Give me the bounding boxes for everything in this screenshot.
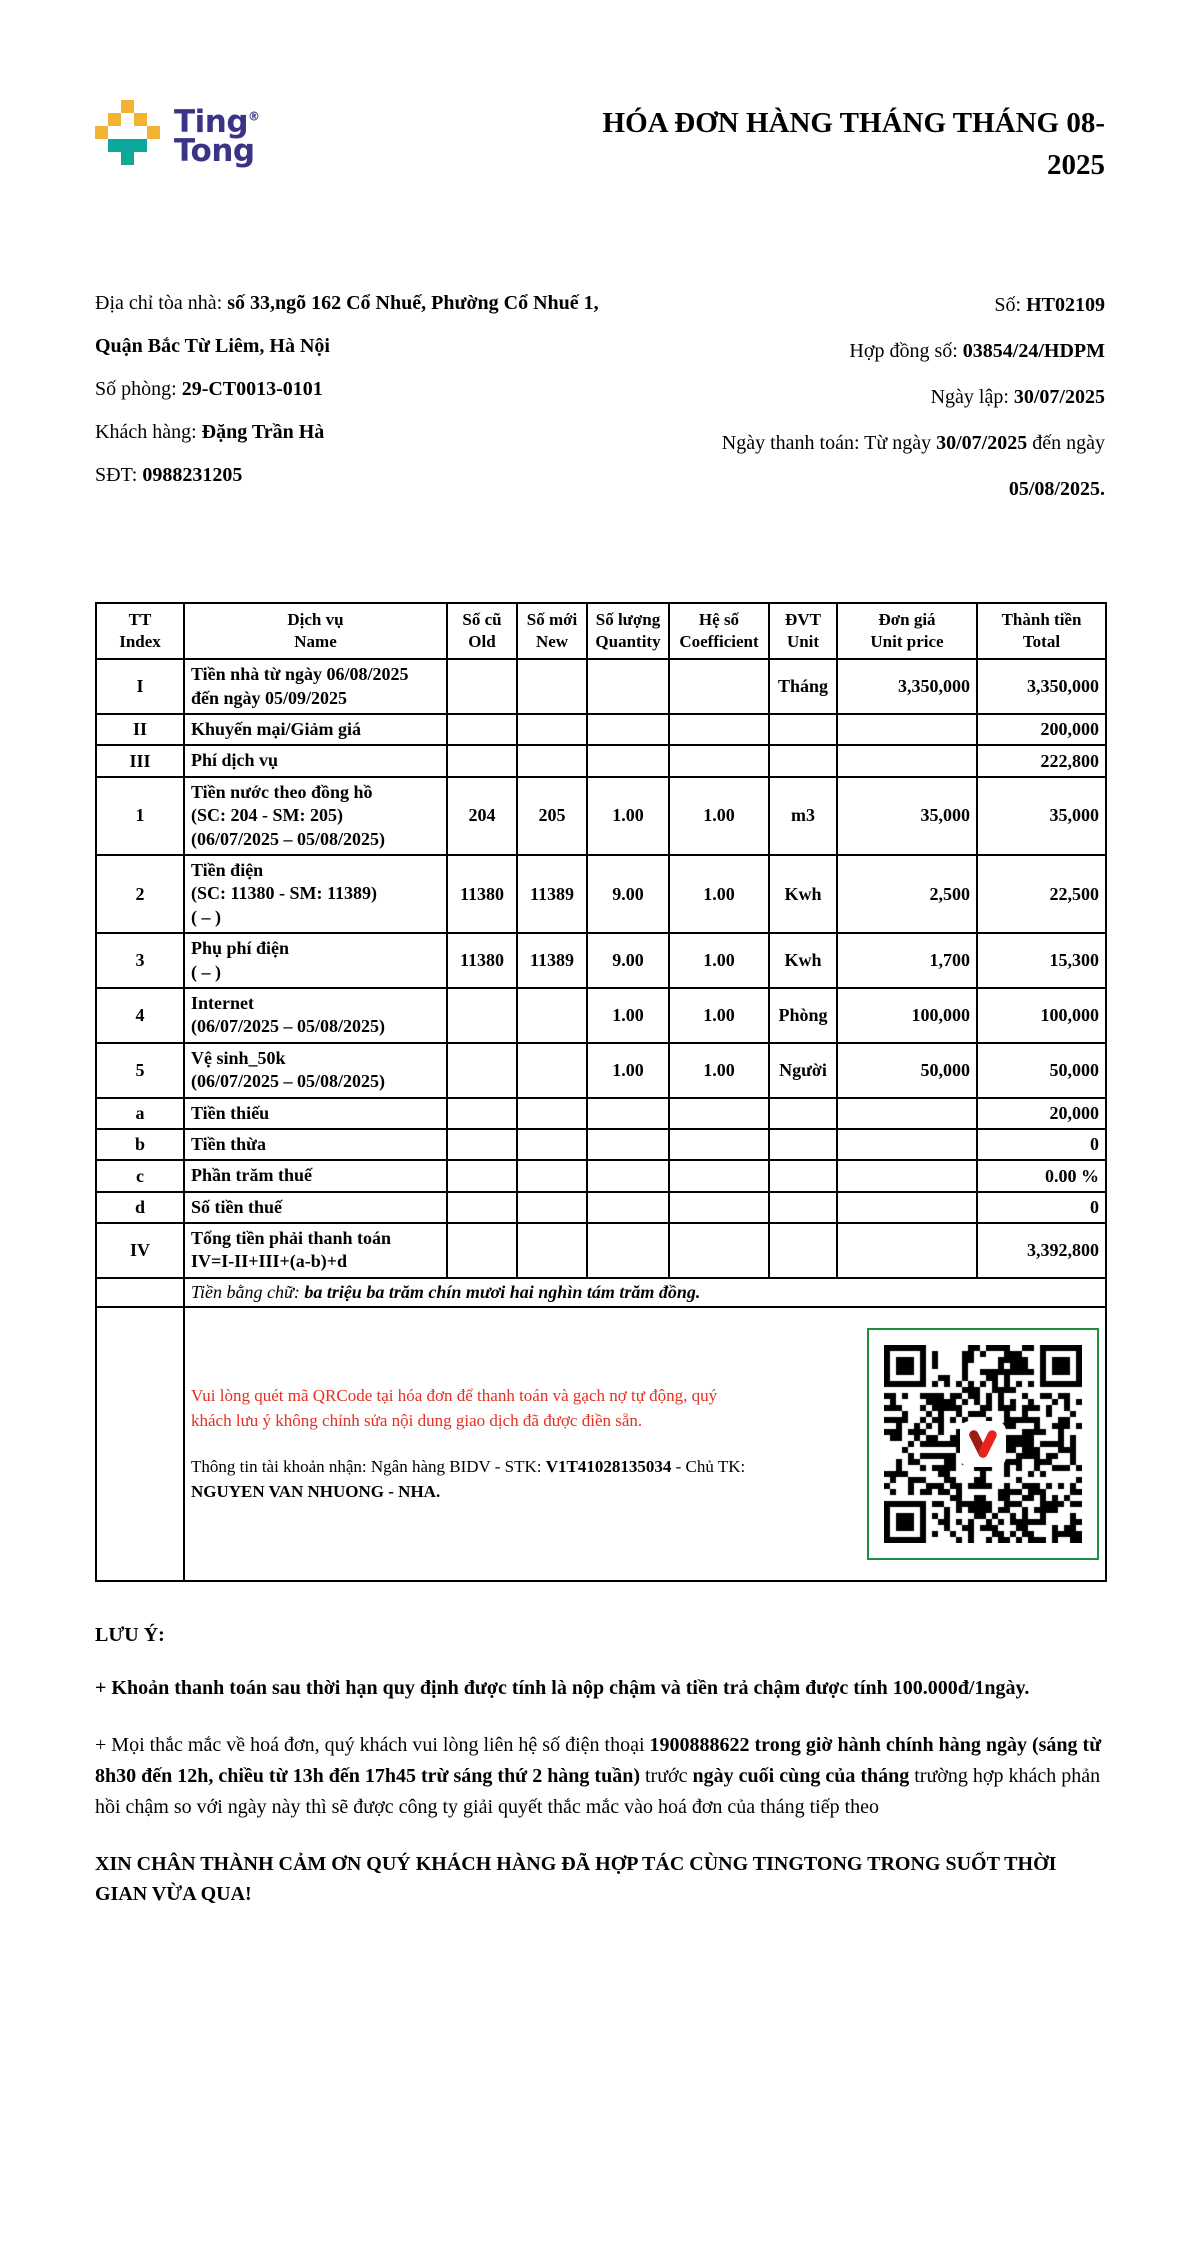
column-header: Thành tiền Total [977, 603, 1106, 659]
cell-qty [587, 1098, 669, 1129]
cell-price: 2,500 [837, 855, 977, 933]
table-row [96, 1223, 1106, 1278]
cell-service: Khuyến mại/Giảm giá [184, 714, 447, 745]
bank-account-info: Thông tin tài khoản nhận: Ngân hàng BIDV - STK: V1T41028135034 - Chủ TK: NGUYEN VAN NHUONG - NHA. [191, 1456, 746, 1502]
cell-service: Số tiền thuế [184, 1192, 447, 1223]
cell-new [517, 745, 587, 776]
cell-new: 11389 [517, 855, 587, 933]
table-row [96, 659, 1106, 714]
cell-tt: 1 [96, 777, 184, 855]
cell-service: Tiền nhà từ ngày 06/08/2025 đến ngày 05/09/2025 [184, 659, 447, 714]
tingtong-logo [95, 100, 260, 170]
cell-service: Tổng tiền phải thanh toán IV=I-II+III+(a-b)+d [184, 1223, 447, 1278]
cell-new [517, 659, 587, 714]
cell-unit: Phòng [769, 988, 837, 1043]
cell-price: 100,000 [837, 988, 977, 1043]
cell-tt: 4 [96, 988, 184, 1043]
cell-price [837, 1098, 977, 1129]
cell-new [517, 1129, 587, 1160]
cell-service: Tiền thừa [184, 1129, 447, 1160]
cell-tt: b [96, 1129, 184, 1160]
cell-coef: 1.00 [669, 777, 769, 855]
cell-tt: d [96, 1192, 184, 1223]
cell-service: Vệ sinh_50k (06/07/2025 – 05/08/2025) [184, 1043, 447, 1098]
cell-coef [669, 1192, 769, 1223]
qr-payment-cell [184, 1307, 1106, 1581]
cell-total: 0 [977, 1129, 1106, 1160]
amount-in-words-row [96, 1278, 1106, 1307]
cell-service: Tiền điện (SC: 11380 - SM: 11389) ( – ) [184, 855, 447, 933]
invoice-info [95, 282, 1105, 512]
cell-tt-empty [96, 1278, 184, 1307]
table-row [96, 777, 1106, 855]
room-number: Số phòng: 29-CT0013-0101 [95, 378, 323, 401]
cell-unit: Kwh [769, 933, 837, 988]
cell-qty [587, 1160, 669, 1191]
brand-word-tong: Tong [174, 133, 255, 170]
cell-price: 1,700 [837, 933, 977, 988]
cell-new [517, 1043, 587, 1098]
qr-row [96, 1307, 1106, 1581]
cell-new [517, 714, 587, 745]
thank-you-message: XIN CHÂN THÀNH CẢM ƠN QUÝ KHÁCH HÀNG ĐÃ HỢP TÁC CÙNG TINGTONG TRONG SUỐT THỜI GIAN VỪA QUA! [95, 1852, 1057, 1905]
cell-old [447, 659, 517, 714]
cell-old [447, 1043, 517, 1098]
table-row [96, 1129, 1106, 1160]
cell-coef [669, 1223, 769, 1278]
cell-total: 200,000 [977, 714, 1106, 745]
cell-tt: c [96, 1160, 184, 1191]
column-header: ĐVT Unit [769, 603, 837, 659]
cell-new [517, 988, 587, 1043]
cell-tt: 5 [96, 1043, 184, 1098]
cell-old [447, 714, 517, 745]
cell-unit [769, 1192, 837, 1223]
cell-old: 204 [447, 777, 517, 855]
cell-unit: Người [769, 1043, 837, 1098]
table-footer [96, 1278, 1106, 1581]
column-header: Đơn giá Unit price [837, 603, 977, 659]
cell-qty: 9.00 [587, 933, 669, 988]
cell-coef: 1.00 [669, 1043, 769, 1098]
column-header: Dịch vụ Name [184, 603, 447, 659]
tingtong-logo-text [174, 104, 260, 170]
cell-service: Tiền thiếu [184, 1098, 447, 1129]
issue-date: Ngày lập: 30/07/2025 [930, 386, 1105, 409]
customer-phone: SĐT: 0988231205 [95, 464, 243, 487]
payment-period: Ngày thanh toán: Từ ngày 30/07/2025 đến ngày 05/08/2025. [721, 432, 1105, 501]
vietqr-v-icon [960, 1421, 1006, 1467]
cell-unit [769, 1223, 837, 1278]
cell-total: 3,392,800 [977, 1223, 1106, 1278]
cell-price [837, 1160, 977, 1191]
cell-tt: III [96, 745, 184, 776]
cell-price [837, 714, 977, 745]
notes-section [95, 1624, 1105, 1909]
cell-new [517, 1160, 587, 1191]
cell-total: 100,000 [977, 988, 1106, 1043]
cell-total: 15,300 [977, 933, 1106, 988]
cell-service: Internet (06/07/2025 – 05/08/2025) [184, 988, 447, 1043]
cell-coef: 1.00 [669, 988, 769, 1043]
cell-old [447, 1129, 517, 1160]
cell-price: 50,000 [837, 1043, 977, 1098]
cell-old [447, 1098, 517, 1129]
cell-old [447, 1192, 517, 1223]
cell-unit [769, 1098, 837, 1129]
header [95, 100, 1105, 186]
cell-qty [587, 1192, 669, 1223]
invoice-title: HÓA ĐƠN HÀNG THÁNG THÁNG 08-2025 [602, 107, 1105, 182]
cell-qty [587, 1223, 669, 1278]
cell-total: 3,350,000 [977, 659, 1106, 714]
column-header: Số mới New [517, 603, 587, 659]
cell-coef: 1.00 [669, 933, 769, 988]
table-row [96, 988, 1106, 1043]
table-row [96, 1098, 1106, 1129]
cell-qty [587, 1129, 669, 1160]
building-address: Địa chỉ tòa nhà: số 33,ngõ 162 Cổ Nhuế, Phường Cổ Nhuế 1, Quận Bắc Từ Liêm, Hà Nội [95, 292, 599, 358]
table-row [96, 714, 1106, 745]
cell-total: 50,000 [977, 1043, 1106, 1098]
cell-new [517, 1223, 587, 1278]
column-header: Số lượng Quantity [587, 603, 669, 659]
cell-qty [587, 714, 669, 745]
registered-mark: ® [248, 109, 260, 124]
cell-total: 0.00 % [977, 1160, 1106, 1191]
cell-tt: a [96, 1098, 184, 1129]
cell-tt: 3 [96, 933, 184, 988]
cell-price: 3,350,000 [837, 659, 977, 714]
cell-price [837, 1192, 977, 1223]
cell-tt: I [96, 659, 184, 714]
cell-service: Tiền nước theo đồng hồ (SC: 204 - SM: 205) (06/07/2025 – 05/08/2025) [184, 777, 447, 855]
column-header: Hệ số Coefficient [669, 603, 769, 659]
cell-old: 11380 [447, 933, 517, 988]
cell-qty: 1.00 [587, 988, 669, 1043]
cell-total: 35,000 [977, 777, 1106, 855]
invoice-info-right [675, 282, 1105, 512]
cell-price: 35,000 [837, 777, 977, 855]
notes-heading: LƯU Ý: [95, 1623, 165, 1646]
cell-unit [769, 745, 837, 776]
cell-service: Phụ phí điện ( – ) [184, 933, 447, 988]
qr-code-frame [867, 1328, 1099, 1560]
customer-name: Khách hàng: Đặng Trần Hà [95, 421, 325, 444]
table-row [96, 745, 1106, 776]
cell-unit [769, 1129, 837, 1160]
cell-qty: 1.00 [587, 1043, 669, 1098]
cell-tt: 2 [96, 855, 184, 933]
cell-price [837, 1129, 977, 1160]
cell-coef [669, 1129, 769, 1160]
qr-instructions [191, 1383, 761, 1505]
cell-tt-empty [96, 1307, 184, 1581]
table-row [96, 855, 1106, 933]
late-payment-note: + Khoản thanh toán sau thời hạn quy định được tính là nộp chậm và tiền trả chậm được tính 100.000đ/1ngày. [95, 1676, 1030, 1699]
table-row [96, 933, 1106, 988]
cell-old [447, 1223, 517, 1278]
cell-total: 20,000 [977, 1098, 1106, 1129]
table-row [96, 1160, 1106, 1191]
cell-price [837, 745, 977, 776]
cell-new: 11389 [517, 933, 587, 988]
column-header: TT Index [96, 603, 184, 659]
cell-tt: IV [96, 1223, 184, 1278]
cell-coef [669, 1098, 769, 1129]
hotline-note: + Mọi thắc mắc về hoá đơn, quý khách vui lòng liên hệ số điện thoại 1900888622 trong giờ hành chính hàng ngày (sáng từ 8h30 đến 12h, chiều từ 13h đến 17h45 trừ sáng thứ 2 hàng tuần) trước ngày cuối cùng của tháng trường hợp khách phản hồi chậm so với ngày này thì sẽ được công ty giải quyết thắc mắc vào hoá đơn của tháng tiếp theo [95, 1733, 1102, 1818]
column-header: Số cũ Old [447, 603, 517, 659]
cell-old [447, 988, 517, 1043]
cell-qty: 1.00 [587, 777, 669, 855]
cell-service: Phần trăm thuế [184, 1160, 447, 1191]
qr-warning-text: Vui lòng quét mã QRCode tại hóa đơn để thanh toán và gạch nợ tự động, quý khách lưu ý không chỉnh sửa nội dung giao dịch đã được điền sẵn. [191, 1385, 718, 1431]
cell-total: 222,800 [977, 745, 1106, 776]
brand-word-ting: Ting [174, 104, 249, 140]
invoice-number: Số: HT02109 [994, 294, 1105, 317]
tingtong-logo-icon [95, 100, 160, 165]
cell-coef [669, 714, 769, 745]
table-row [96, 1192, 1106, 1223]
cell-old [447, 1160, 517, 1191]
cell-coef [669, 659, 769, 714]
cell-new [517, 1192, 587, 1223]
table-body [96, 659, 1106, 1278]
table-row [96, 1043, 1106, 1098]
contract-number: Hợp đồng số: 03854/24/HDPM [849, 340, 1105, 363]
cell-coef: 1.00 [669, 855, 769, 933]
cell-tt: II [96, 714, 184, 745]
cell-unit: m3 [769, 777, 837, 855]
cell-old [447, 745, 517, 776]
cell-coef [669, 745, 769, 776]
cell-unit: Tháng [769, 659, 837, 714]
cell-coef [669, 1160, 769, 1191]
cell-unit [769, 1160, 837, 1191]
cell-qty [587, 659, 669, 714]
cell-total: 22,500 [977, 855, 1106, 933]
cell-qty [587, 745, 669, 776]
cell-total: 0 [977, 1192, 1106, 1223]
cell-unit: Kwh [769, 855, 837, 933]
cell-price [837, 1223, 977, 1278]
cell-new [517, 1098, 587, 1129]
charges-table [95, 602, 1107, 1582]
amount-in-words: Tiền bằng chữ: ba triệu ba trăm chín mươi hai nghìn tám trăm đồng. [184, 1278, 1106, 1307]
cell-qty: 9.00 [587, 855, 669, 933]
table-header-row [96, 603, 1106, 659]
cell-old: 11380 [447, 855, 517, 933]
invoice-info-left [95, 282, 640, 512]
cell-unit [769, 714, 837, 745]
cell-service: Phí dịch vụ [184, 745, 447, 776]
cell-new: 205 [517, 777, 587, 855]
